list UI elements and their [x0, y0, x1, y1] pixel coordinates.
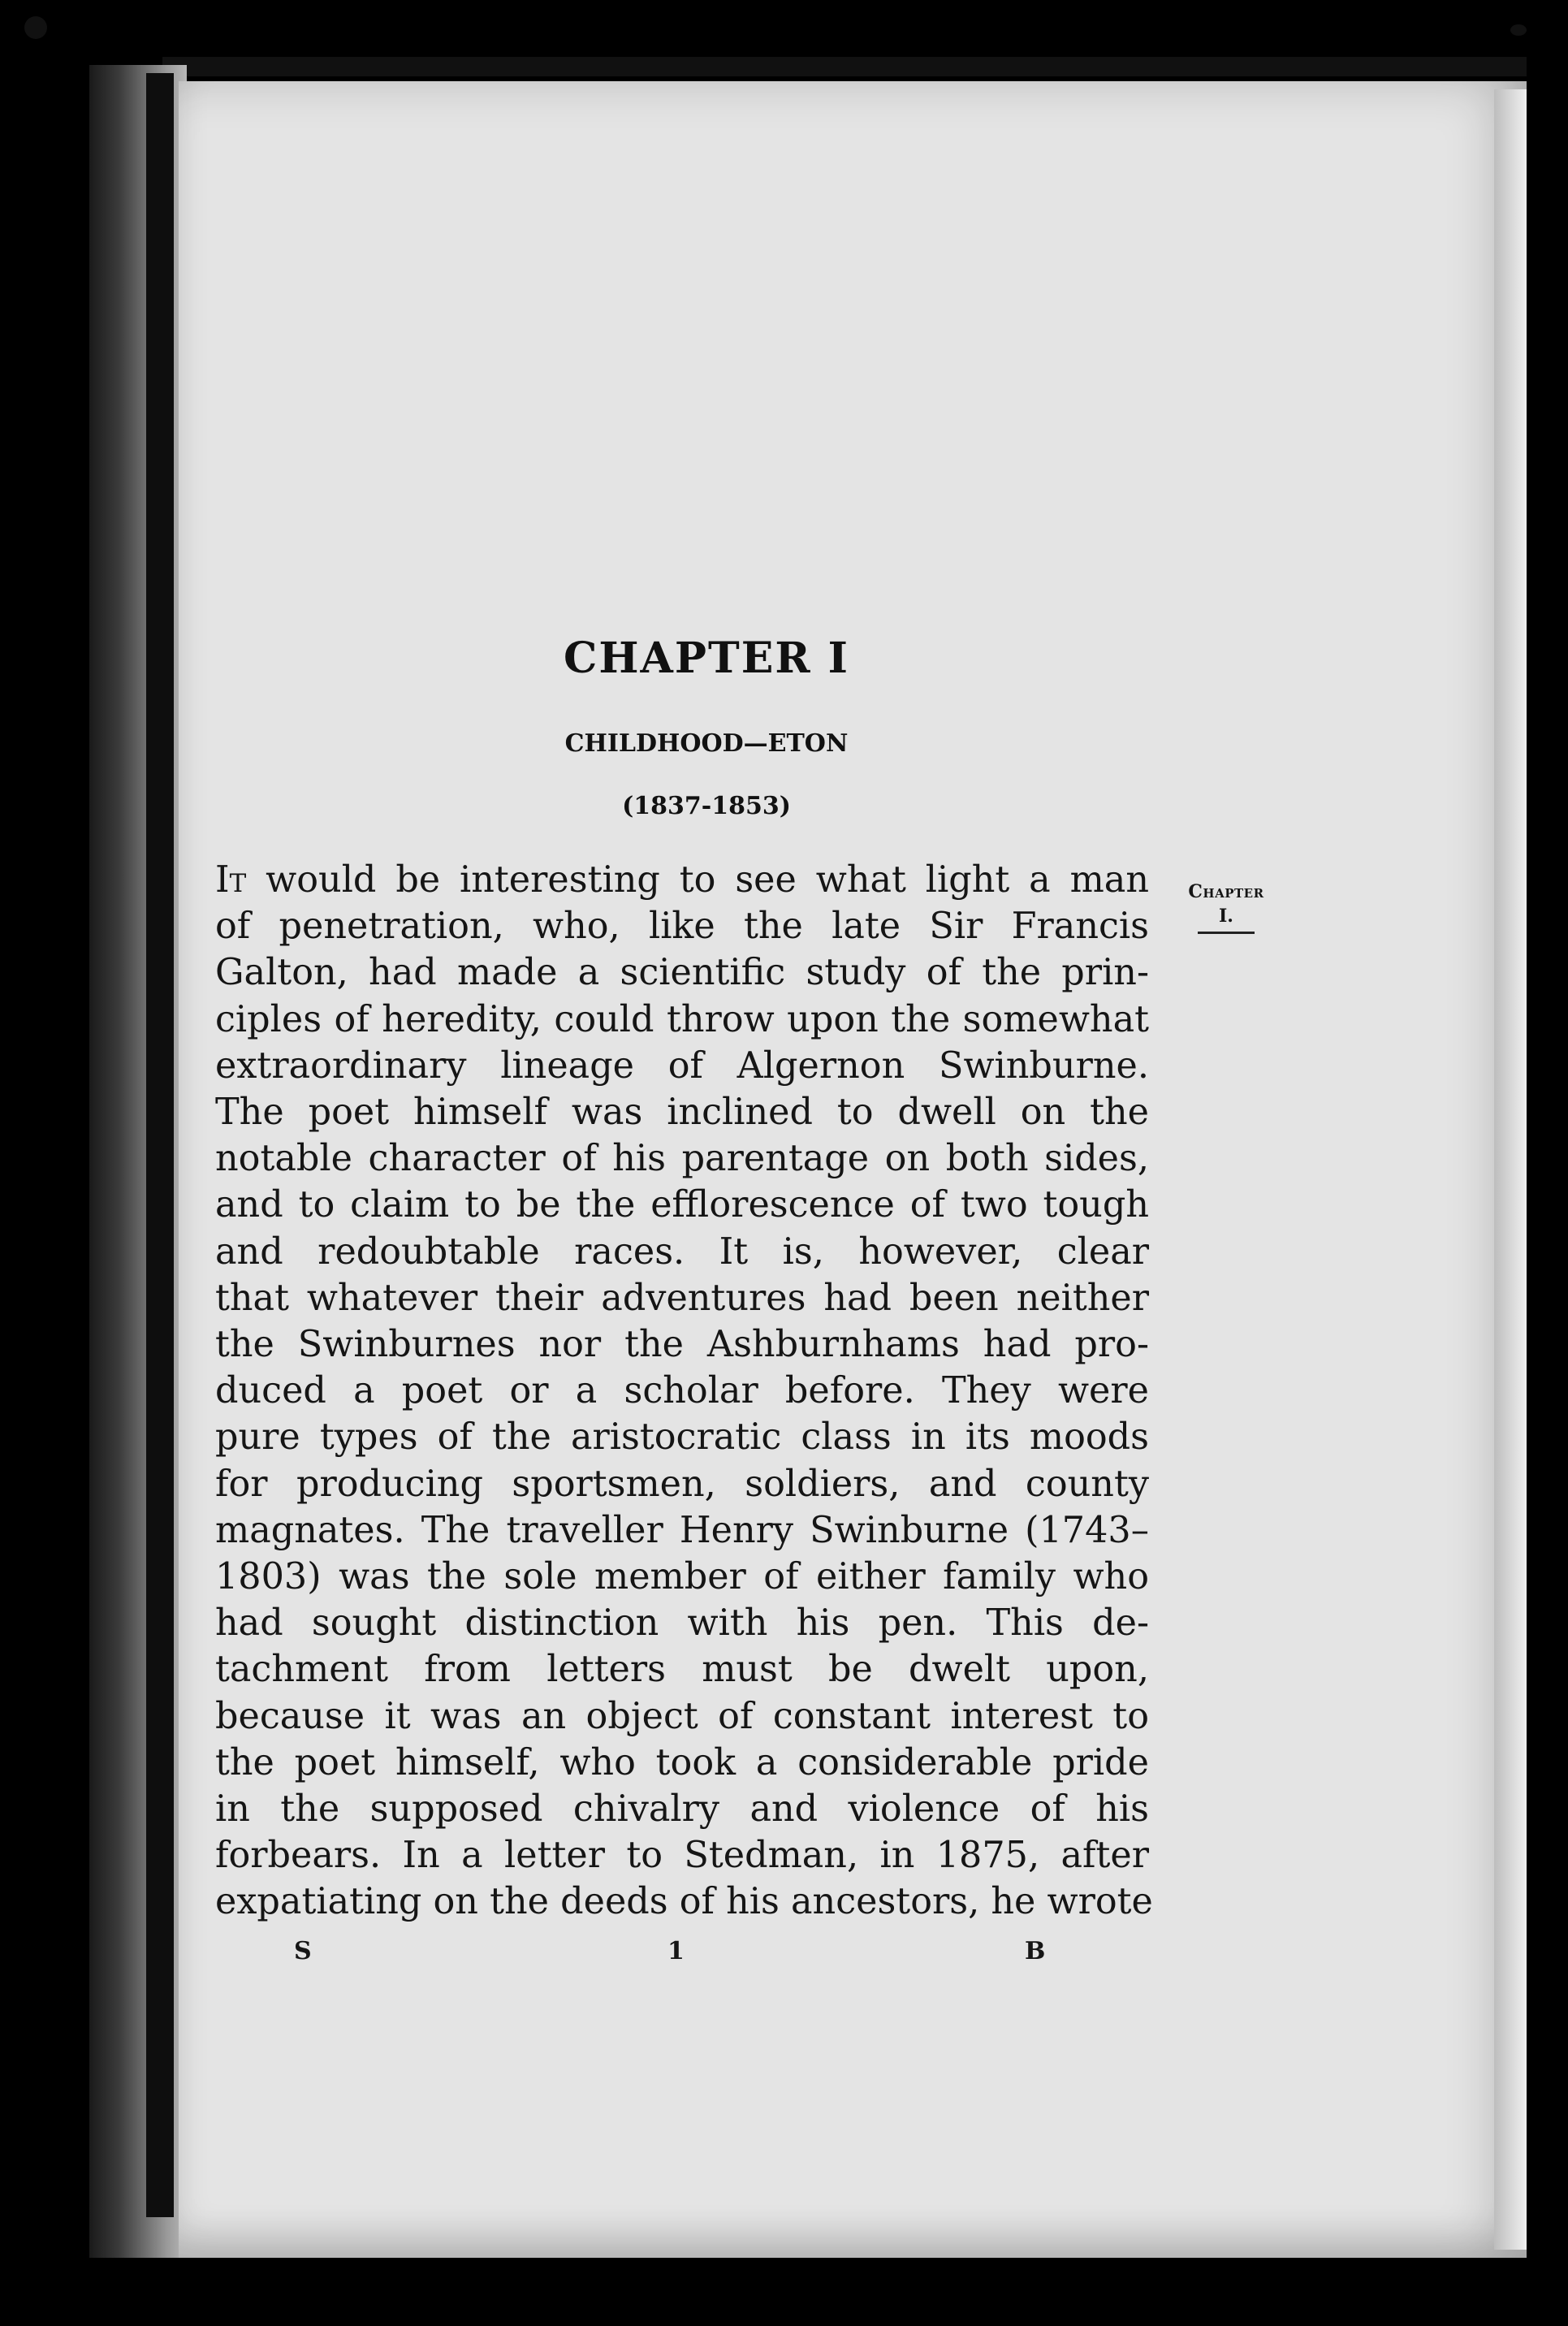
text-line: duced a poet or a scholar before. They were — [215, 1370, 1149, 1412]
margin-note-number: I. — [1219, 906, 1233, 927]
book-spine-shadow — [146, 73, 174, 2217]
text-line: the poet himself, who took a considerable pride — [215, 1741, 1149, 1783]
signature-mark-center: 1 — [667, 1937, 685, 1965]
scan-speck — [1510, 24, 1527, 36]
chapter-dates: (1837-1853) — [622, 792, 791, 820]
text-line: because it was an object of constant interest to — [215, 1695, 1149, 1737]
chapter-heading: CHAPTER I — [564, 633, 849, 683]
margin-note-rule — [1198, 932, 1255, 934]
text-line: pure types of the aristocratic class in its moods — [215, 1416, 1149, 1459]
text-line: magnates. The traveller Henry Swinburne (1743– — [215, 1509, 1149, 1551]
scan-speck — [24, 16, 47, 39]
text-line: ciples of heredity, could throw upon the somewhat — [215, 998, 1149, 1040]
margin-note — [1177, 881, 1275, 934]
chapter-subtitle: CHILDHOOD—ETON — [564, 729, 849, 758]
line-rest: would be interesting to see what light a man — [246, 859, 1149, 901]
text-line — [215, 857, 1149, 903]
text-line: had sought distinction with his pen. This de- — [215, 1602, 1149, 1645]
text-line: expatiating on the deeds of his ancestors, he wrote — [215, 1881, 1153, 1923]
body-paragraph — [215, 857, 1153, 1926]
signature-mark-right: B — [1025, 1937, 1046, 1965]
text-line: for producing sportsmen, soldiers, and county — [215, 1463, 1149, 1505]
text-line: The poet himself was inclined to dwell on the — [215, 1092, 1149, 1134]
text-line: and redoubtable races. It is, however, clear — [215, 1230, 1149, 1273]
text-line: tachment from letters must be dwelt upon, — [215, 1649, 1149, 1691]
scan-top-border — [162, 57, 1527, 76]
text-line: that whatever their adventures had been neither — [215, 1277, 1149, 1319]
signature-mark-left: S — [294, 1937, 312, 1965]
text-line: 1803) was the sole member of either family who — [215, 1556, 1149, 1598]
text-line: Galton, had made a scientific study of the prin- — [215, 952, 1149, 994]
drop-word: It — [215, 859, 247, 901]
text-line: in the supposed chivalry and violence of his — [215, 1788, 1149, 1831]
margin-note-title: Chapter — [1188, 881, 1264, 902]
text-line: extraordinary lineage of Algernon Swinburne. — [215, 1044, 1149, 1087]
text-line: the Swinburnes nor the Ashburnhams had pro- — [215, 1324, 1149, 1366]
text-line: notable character of his parentage on both sides, — [215, 1138, 1149, 1180]
text-line: and to claim to be the efflorescence of two tough — [215, 1184, 1149, 1226]
text-line: of penetration, who, like the late Sir Francis — [215, 906, 1149, 948]
text-line: forbears. In a letter to Stedman, in 1875, after — [215, 1835, 1149, 1877]
page-right-edge — [1494, 89, 1527, 2250]
